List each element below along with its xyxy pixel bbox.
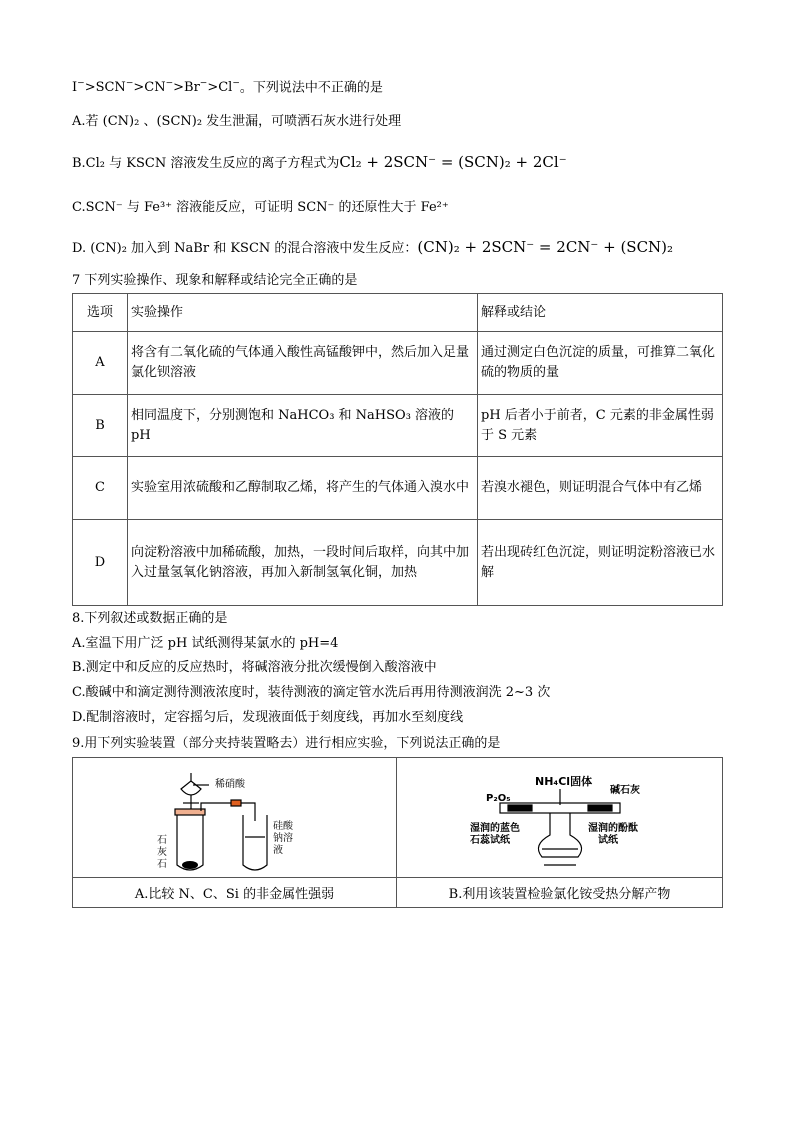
ion-order: I−>SCN−>CN−>Br−>Cl− (72, 79, 240, 96)
row-operation: 实验室用浓硫酸和乙醇制取乙烯，将产生的气体通入溴水中 (128, 457, 478, 520)
q7-table (72, 293, 723, 606)
q6-option-b (72, 153, 567, 173)
q6-option-d-equation: (CN)₂ + 2SCN⁻ = 2CN⁻ + (SCN)₂ (417, 238, 674, 256)
row-operation: 向淀粉溶液中加稀硫酸，加热，一段时间后取样，向其中加入过量氢氧化钠溶液，再加入新制氢氧化铜，加热 (128, 520, 478, 606)
row-option: C (73, 457, 128, 520)
caption-row (73, 878, 723, 908)
q8-option-c: C.酸碱中和滴定测待测液浓度时，装待测液的滴定管水洗后再用待测液润洗 2~3 次 (72, 685, 551, 700)
apparatus-b-figure (460, 765, 660, 875)
row-conclusion: 若出现砖红色沉淀，则证明淀粉溶液已水解 (478, 520, 723, 606)
table-row (73, 395, 723, 457)
q6-option-a: A.若 (CN)₂ 、(SCN)₂ 发生泄漏，可喷洒石灰水进行处理 (72, 114, 402, 129)
label-limestone-3: 石 (156, 858, 167, 870)
figure-row (73, 758, 723, 878)
q9-title: 9.用下列实验装置（部分夹持装置略去）进行相应实验，下列说法正确的是 (72, 736, 501, 751)
figure-b-cell (397, 758, 723, 878)
q6-stem (72, 75, 383, 97)
caption-a: A.比较 N、C、Si 的非金属性强弱 (73, 878, 397, 908)
q6-option-b-text: B.Cl₂ 与 KSCN 溶液发生反应的离子方程式为 (72, 156, 340, 171)
table-row (73, 457, 723, 520)
q8-option-b: B.测定中和反应的反应热时，将碱溶液分批次缓慢倒入酸溶液中 (72, 660, 437, 675)
row-option: B (73, 395, 128, 457)
label-acid: 稀硝酸 (214, 778, 245, 790)
caption-b: B.利用该装置检验氯化铵受热分解产物 (397, 878, 723, 908)
q8-option-a: A.室温下用广泛 pH 试纸测得某氯水的 pH=4 (72, 636, 339, 651)
label-soda-lime: 碱石灰 (609, 784, 640, 796)
table-header-row (73, 294, 723, 332)
label-phenol-1: 湿润的酚酞 (587, 822, 638, 834)
label-limestone-1: 石 (156, 834, 167, 846)
q6-option-d-text: D. (CN)₂ 加入到 NaBr 和 KSCN 的混合溶液中发生反应： (72, 241, 418, 256)
row-conclusion: 通过测定白色沉淀的质量，可推算二氧化硫的物质的量 (478, 332, 723, 395)
header-conclusion: 解释或结论 (478, 294, 723, 332)
row-option: D (73, 520, 128, 606)
label-nh4cl: NH₄Cl固体 (534, 774, 592, 788)
figure-a-cell (73, 758, 397, 878)
header-option: 选项 (73, 294, 128, 332)
row-conclusion: 若溴水褪色，则证明混合气体中有乙烯 (478, 457, 723, 520)
row-conclusion: pH 后者小于前者，C 元素的非金属性弱于 S 元素 (478, 395, 723, 457)
row-operation: 将含有二氧化硫的气体通入酸性高锰酸钾中，然后加入足量氯化钡溶液 (128, 332, 478, 395)
label-phenol-2: 试纸 (597, 834, 618, 846)
row-operation: 相同温度下，分别测饱和 NaHCO₃ 和 NaHSO₃ 溶液的 pH (128, 395, 478, 457)
apparatus-a-figure (135, 765, 335, 875)
table-row (73, 520, 723, 606)
label-silicate-1: 硅酸 (272, 820, 293, 832)
q6-option-d (72, 238, 673, 258)
q6-option-b-equation: Cl₂ + 2SCN⁻ = (SCN)₂ + 2Cl⁻ (339, 153, 567, 171)
q8-title: 8.下列叙述或数据正确的是 (72, 611, 228, 626)
label-limestone-2: 灰 (156, 846, 167, 858)
limestone-icon (182, 861, 198, 869)
q9-table (72, 757, 723, 908)
q6-option-c: C.SCN⁻ 与 Fe³⁺ 溶液能反应，可证明 SCN⁻ 的还原性大于 Fe²⁺ (72, 200, 449, 215)
table-row (73, 332, 723, 395)
row-option: A (73, 332, 128, 395)
q8-option-d: D.配制溶液时，定容摇匀后，发现液面低于刻度线，再加水至刻度线 (72, 710, 464, 725)
label-litmus-1: 湿润的蓝色 (469, 822, 520, 834)
header-operation: 实验操作 (128, 294, 478, 332)
label-silicate-2: 钠溶 (272, 832, 293, 844)
q6-stem-text: 。下列说法中不正确的是 (239, 80, 383, 96)
label-silicate-3: 液 (272, 844, 283, 856)
q7-title: 7 下列实验操作、现象和解释或结论完全正确的是 (72, 273, 358, 288)
label-litmus-2: 石蕊试纸 (469, 834, 510, 846)
label-p2o5: P₂O₅ (485, 792, 511, 804)
